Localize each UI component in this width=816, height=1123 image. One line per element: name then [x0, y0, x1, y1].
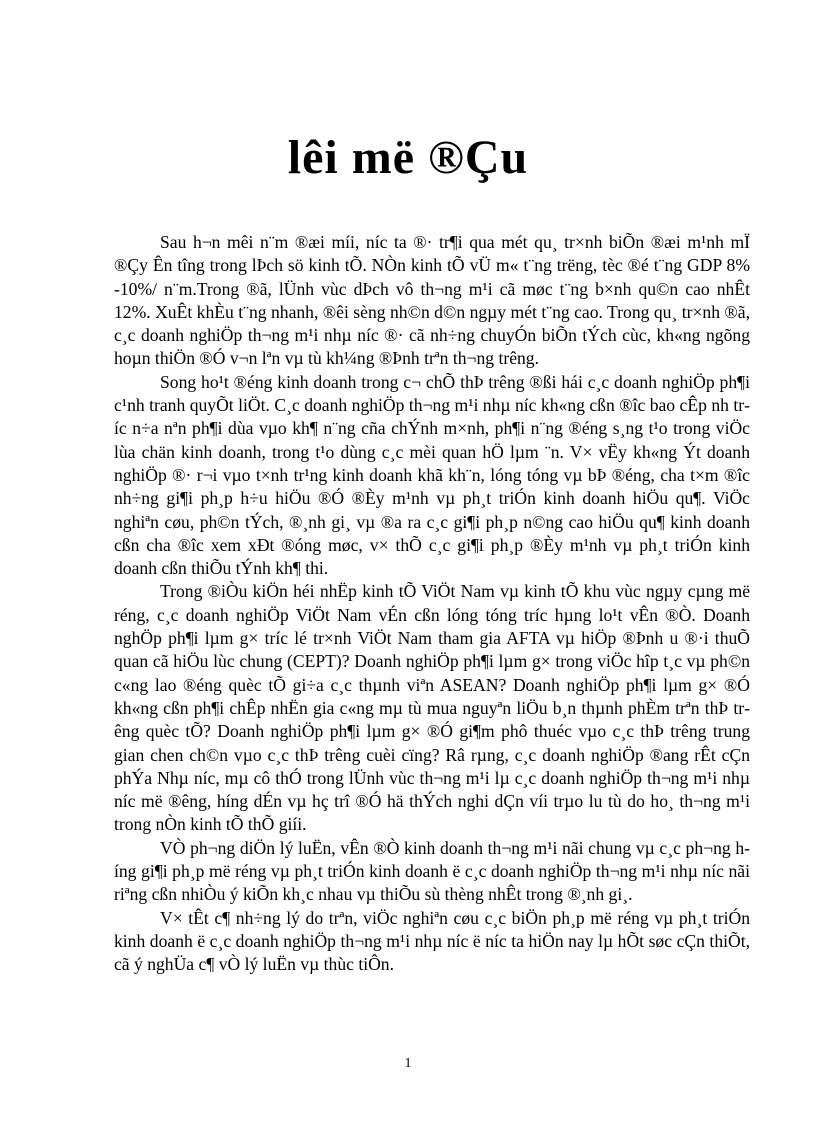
body-text [114, 231, 750, 977]
page-title: lêi më ®Çu [287, 131, 529, 184]
paragraph: V× tÊt c¶ nh÷ng lý do trªn, viÖc nghiªn cøu c¸c biÖn ph¸p më réng vµ ph¸t triÓn kinh doanh ë c¸c doanh nghiÖp th¬ng m¹i nhµ níc ë níc ta hiÖn nay lµ hÕt søc cÇn thiÕt, cã ý nghÜa c¶ vÒ lý luËn vµ thùc tiÔn. [114, 907, 750, 975]
paragraph: Sau h¬n mêi n¨m ®æi míi, níc ta ®· tr¶i qua mét qu¸ tr×nh biÕn ®æi m¹nh mÏ ®Çy Ên tîng trong lÞch sö kinh tÕ. NÒn kinh tÕ vÜ m« t¨ng trëng, tèc ®é t¨ng GDP 8% -10%/ n¨m.Trong ®ã, lÜnh vùc dÞch vô th¬ng m¹i cã møc t¨ng b×nh qu©n cao nhÊt 12%. XuÊt khÈu t¨ng nhanh, ®êi sèng nh©n d©n ngµy mét t¨ng cao. Trong qu¸ tr×nh ®ã, c¸c doanh nghiÖp th¬ng m¹i nhµ níc ®· cã nh÷ng chuyÓn biÕn tÝch cùc, kh«ng ngõng hoµn thiÖn ®Ó v¬n lªn vµ tù kh¼ng ®Þnh trªn th¬ng trêng. [114, 232, 750, 369]
page-number: 1 [404, 1056, 412, 1071]
paragraph: Trong ®iÒu kiÖn héi nhËp kinh tÕ ViÖt Nam vµ kinh tÕ khu vùc ngµy cµng më réng, c¸c doanh nghiÖp ViÖt Nam vÉn cßn lóng tóng tríc hµng lo¹t vÊn ®Ò. Doanh nghÖp ph¶i lµm g× tríc lé tr×nh ViÖt Nam tham gia AFTA vµ hiÖp ®Þnh u ®·i thuÕ quan cã hiÖu lùc chung (CEPT)? Doanh nghiÖp ph¶i lµm g× trong viÖc hîp t¸c vµ ph©n c«ng lao ®éng quèc tÕ gi÷a c¸c thµnh viªn ASEAN? Doanh nghiÖp ph¶i lµm g× ®Ó kh«ng cßn ph¶i chÊp nhËn gia c«ng mµ tù mua nguyªn liÖu b¸n thµnh phÈm trªn thÞ trêng quèc tÕ? Doanh nghiÖp ph¶i lµm g× ®Ó gi¶m phô thuéc vµo c¸c thÞ trêng trung gian chen ch©n vµo c¸c thÞ trêng cuèi cïng? Râ rµng, c¸c doanh nghiÖp ®ang rÊt cÇn phÝa Nhµ níc, mµ cô thÓ trong lÜnh vùc th¬ng m¹i lµ c¸c doanh nghiÖp th¬ng m¹i nhµ níc më ®êng, híng dÉn vµ hç trî ®Ó hä thÝch nghi dÇn víi trµo lu tù do ho¸ th¬ng m¹i trong nÒn kinh tÕ thÕ giíi. [114, 581, 750, 835]
paragraph: Song ho¹t ®éng kinh doanh trong c¬ chÕ thÞ trêng ®ßi hái c¸c doanh nghiÖp ph¶i c¹nh tranh quyÕt liÖt. C¸c doanh nghiÖp th¬ng m¹i nhµ níc kh«ng cßn ®îc bao cÊp nh tríc n÷a nªn ph¶i dùa vµo kh¶ n¨ng cña chÝnh m×nh, ph¶i n¨ng ®éng s¸ng t¹o trong viÖc lùa chän kinh doanh, trong t¹o dùng c¸c mèi quan hÖ lµm ¨n. V× vËy kh«ng Ýt doanh nghiÖp ®· r¬i vµo t×nh tr¹ng kinh doanh khã kh¨n, lóng tóng vµ bÞ ®éng, cha t×m ®îc nh÷ng gi¶i ph¸p h÷u hiÖu ®Ó ®Èy m¹nh vµ ph¸t triÓn kinh doanh hiÖu qu¶. ViÖc nghiªn cøu, ph©n tÝch, ®¸nh gi¸ vµ ®a ra c¸c gi¶i ph¸p n©ng cao hiÖu qu¶ kinh doanh cßn cha ®îc xem xÐt ®óng møc, v× thÕ c¸c gi¶i ph¸p ®Èy m¹nh vµ ph¸t triÓn kinh doanh cßn thiÕu tÝnh kh¶ thi. [114, 371, 750, 579]
paragraph: VÒ ph¬ng diÖn lý luËn, vÊn ®Ò kinh doanh th¬ng m¹i nãi chung vµ c¸c ph¬ng híng gi¶i ph¸p më réng vµ ph¸t triÓn kinh doanh ë c¸c doanh nghiÖp th¬ng m¹i nhµ níc nãi riªng cßn nhiÒu ý kiÕn kh¸c nhau vµ thiÕu sù thèng nhÊt trong ®¸nh gi¸. [114, 837, 750, 905]
